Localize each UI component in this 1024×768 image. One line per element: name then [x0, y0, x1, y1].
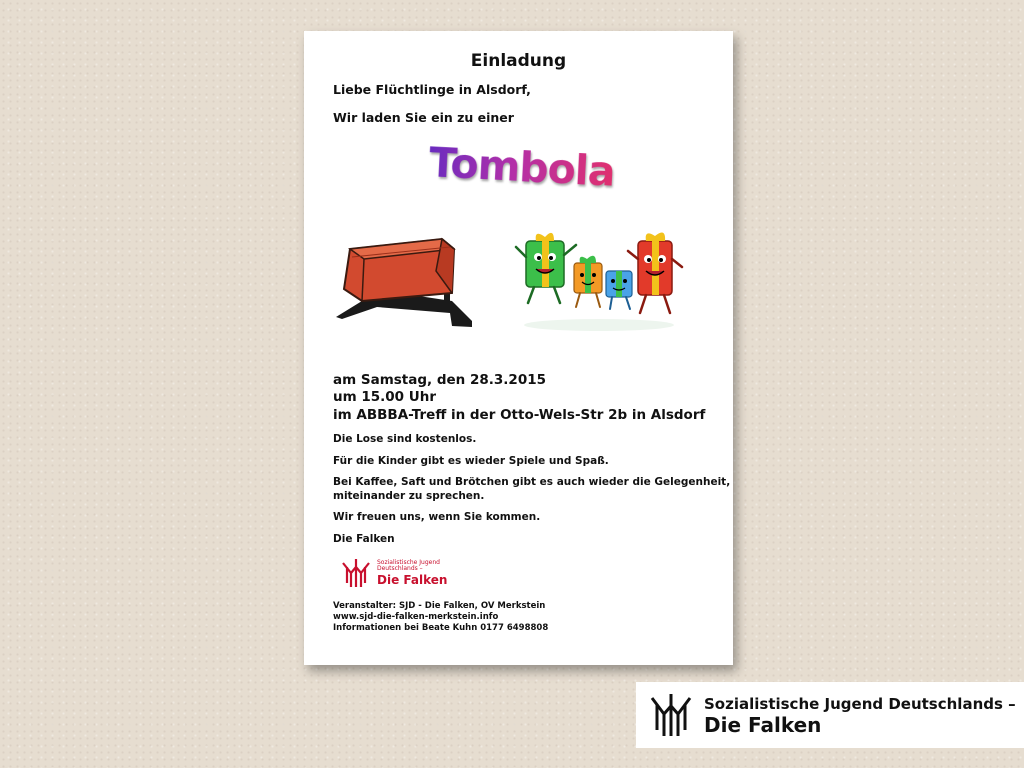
paragraph-refreshments-cont: miteinander zu sprechen.	[333, 490, 485, 502]
invitation-flyer	[304, 31, 733, 665]
paragraph-children: Für die Kinder gibt es wieder Spiele und Spaß.	[333, 455, 609, 467]
paragraph-refreshments: Bei Kaffee, Saft und Brötchen gibt es auch wieder die Gelegenheit,	[333, 476, 731, 488]
logo-line-2: Deutschlands –	[377, 565, 423, 572]
greeting-line-2: Wir laden Sie ein zu einer	[333, 110, 514, 125]
greeting-line-1: Liebe Flüchtlinge in Alsdorf,	[333, 82, 531, 97]
paragraph-free-tickets: Die Lose sind kostenlos.	[333, 433, 477, 445]
banner-line-2: Die Falken	[704, 713, 822, 737]
paragraph-welcome: Wir freuen uns, wenn Sie kommen.	[333, 511, 541, 523]
falcon-logo-icon	[337, 553, 375, 591]
footer-contact: Informationen bei Beate Kuhn 0177 6498808	[333, 623, 549, 633]
tombola-headline: Tombola	[427, 138, 616, 196]
flyer-title: Einladung	[470, 51, 567, 71]
event-date: am Samstag, den 28.3.2015	[333, 372, 547, 388]
falken-banner	[636, 682, 1024, 748]
logo-line-1: Sozialistische Jugend	[377, 559, 440, 566]
banner-line-1: Sozialistische Jugend Deutschlands –	[704, 695, 1016, 713]
footer-website: www.sjd-die-falken-merkstein.info	[333, 612, 499, 622]
falken-logo-small	[337, 553, 448, 595]
raffle-drum-icon	[332, 231, 482, 336]
falcon-logo-icon	[646, 690, 696, 740]
footer-organizer: Veranstalter: SJD - Die Falken, OV Merkstein	[333, 601, 546, 611]
signature: Die Falken	[333, 533, 395, 545]
event-place: im ABBBA-Treff in der Otto-Wels-Str 2b in Alsdorf	[333, 407, 706, 423]
logo-line-3: Die Falken	[377, 573, 448, 587]
dancing-gifts-icon	[514, 227, 684, 337]
event-time: um 15.00 Uhr	[333, 389, 437, 405]
